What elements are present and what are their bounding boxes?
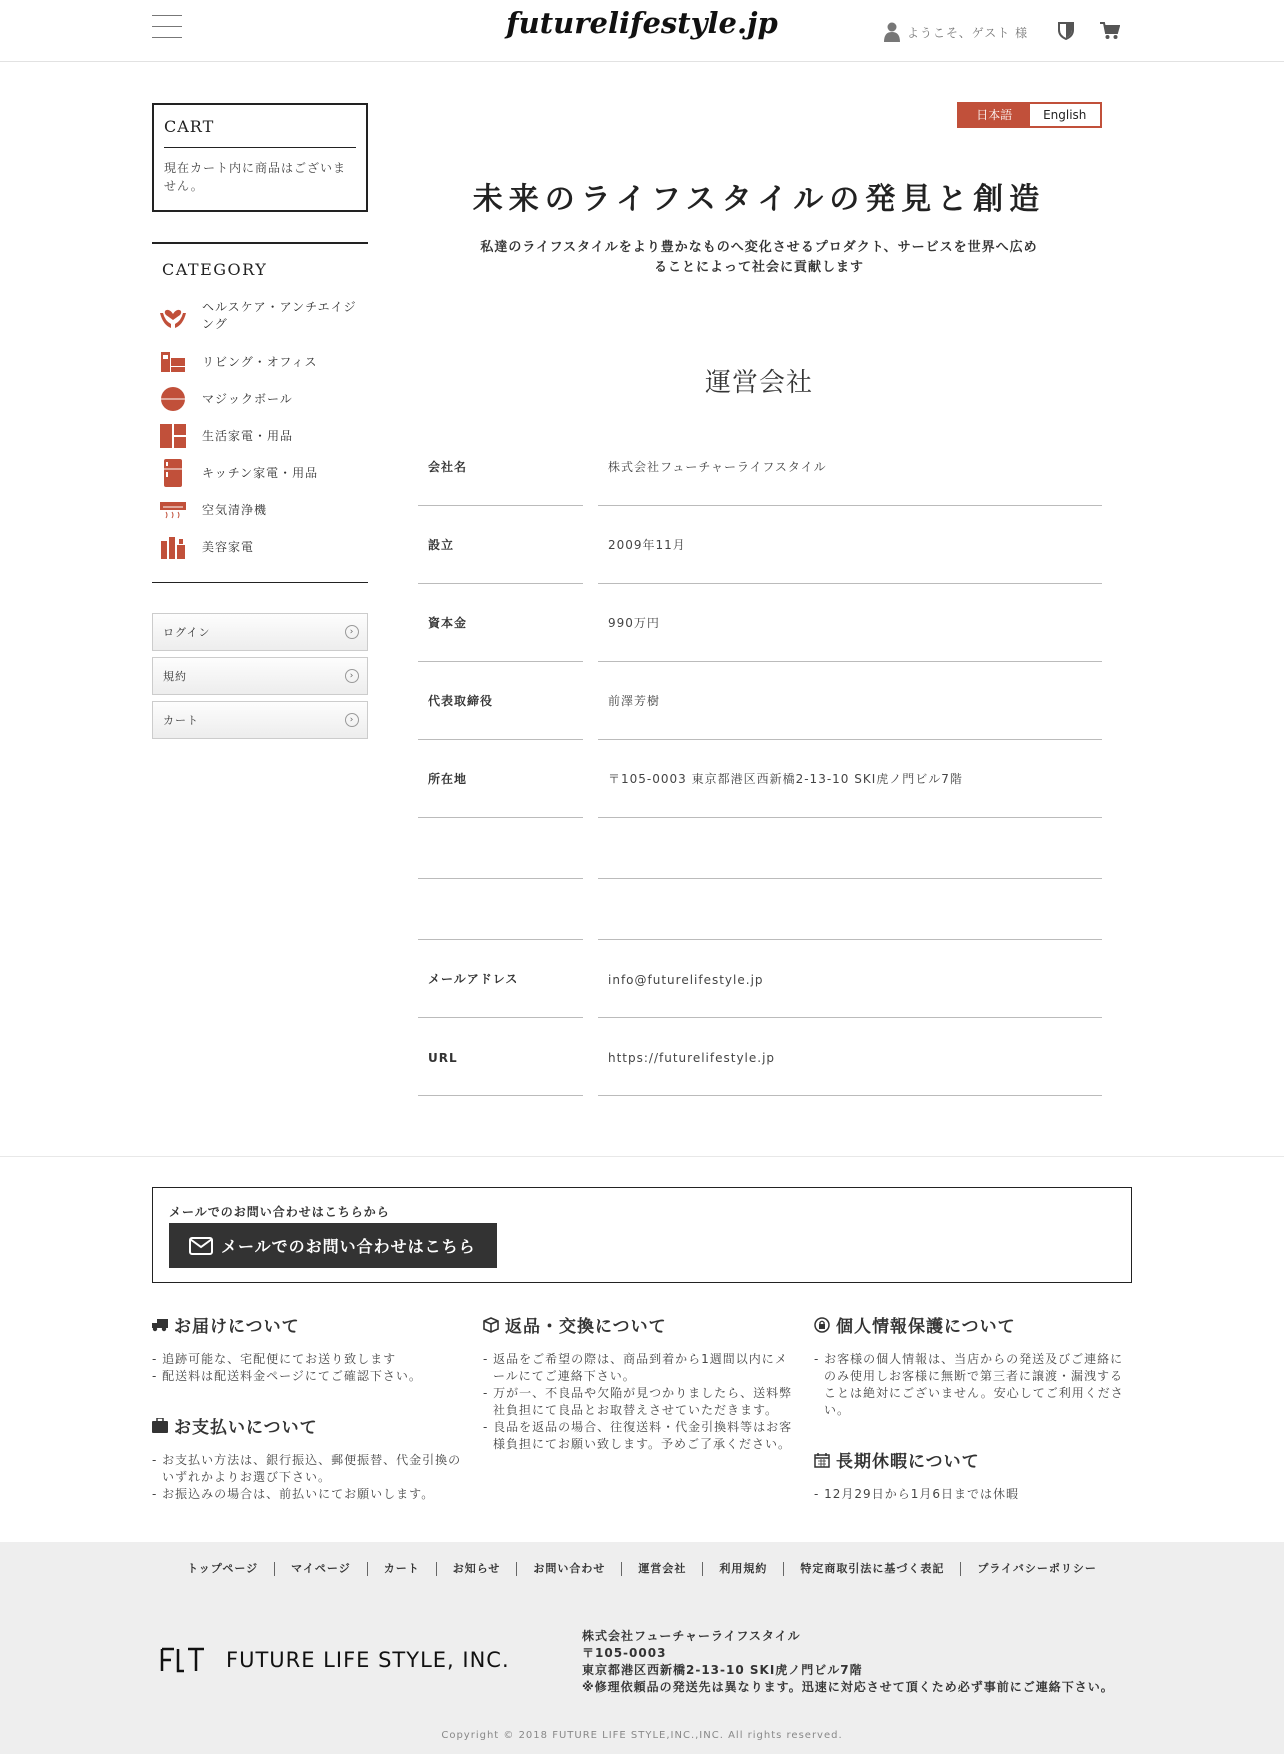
divider xyxy=(0,1156,1284,1157)
row-label: 資本金 xyxy=(428,616,468,630)
category-title: CATEGORY xyxy=(162,260,268,279)
button-label: ログイン xyxy=(163,626,211,639)
ceo-row-label xyxy=(418,662,583,740)
contact-button-label: メールでのお問い合わせはこちら xyxy=(221,1237,476,1256)
category-label: マジックボール xyxy=(202,391,293,406)
copyright: Copyright © 2018 FUTURE LIFE STYLE,INC.,INC. All rights reserved. xyxy=(441,1730,843,1741)
site-logo[interactable]: futurelifestyle.jp xyxy=(506,6,778,40)
address-row-value xyxy=(598,740,1102,818)
url-row-label xyxy=(418,1018,583,1096)
payment-item: - お振込みの場合は、前払いにてお願いします。 xyxy=(152,1487,435,1501)
user-icon xyxy=(884,22,900,42)
row-label: メールアドレス xyxy=(428,972,519,986)
category-item-kitchen[interactable] xyxy=(158,458,367,488)
holiday-info xyxy=(814,1447,1130,1503)
privacy-info xyxy=(814,1312,1130,1419)
chevron-right-icon: › xyxy=(345,625,359,639)
returns-title: 返品・交換について xyxy=(505,1317,667,1337)
delivery-title: お届けについて xyxy=(174,1317,300,1337)
category-item-living[interactable] xyxy=(158,347,367,377)
cart-empty-message: 現在カート内に商品はございません。 xyxy=(164,161,347,193)
footer-link-cart[interactable]: カート xyxy=(368,1562,437,1576)
row-value: 株式会社フューチャーライフスタイル xyxy=(608,460,827,474)
magic-ball-icon xyxy=(158,384,188,414)
contact-label: メールでのお問い合わせはこちらから xyxy=(169,1205,390,1219)
health-care-icon xyxy=(158,301,188,331)
terms-button[interactable] xyxy=(152,657,368,695)
returns-item: - 返品をご希望の際は、商品到着から1週間以内にメールにてご連絡下さい。 xyxy=(483,1352,788,1383)
category-label: 美容家電 xyxy=(202,539,255,554)
empty-row-value xyxy=(598,818,1102,879)
calendar-icon xyxy=(814,1452,830,1468)
footer-link-mypage[interactable]: マイページ xyxy=(275,1562,368,1576)
truck-icon xyxy=(152,1318,168,1332)
footer-postal: 〒105-0003 xyxy=(582,1646,667,1660)
row-label: 会社名 xyxy=(428,460,468,474)
box-icon xyxy=(483,1317,499,1333)
kitchen-fridge-icon xyxy=(158,458,188,488)
user-welcome[interactable] xyxy=(884,20,1028,44)
category-label: リビング・オフィス xyxy=(202,354,318,369)
site-header xyxy=(0,0,1284,62)
ceo-row-value xyxy=(598,662,1102,740)
delivery-info xyxy=(152,1312,468,1385)
air-purifier-icon xyxy=(158,495,188,525)
category-item-appliance[interactable] xyxy=(158,421,367,451)
shield-icon[interactable] xyxy=(1058,22,1074,40)
row-value[interactable]: https://futurelifestyle.jp xyxy=(608,1051,776,1065)
category-item-healthcare[interactable] xyxy=(158,299,367,333)
footer-link-privacy[interactable]: プライバシーポリシー xyxy=(977,1562,1097,1575)
mail-icon xyxy=(189,1237,213,1255)
briefcase-icon xyxy=(152,1418,168,1433)
footer-company-name: 株式会社フューチャーライフスタイル xyxy=(582,1629,801,1643)
row-value: 前澤芳樹 xyxy=(608,694,661,708)
row-label: 代表取締役 xyxy=(428,694,494,708)
payment-title: お支払いについて xyxy=(174,1418,318,1438)
empty-row-label xyxy=(418,818,583,879)
privacy-item: - お客様の個人情報は、当店からの発送及びご連絡にのみ使用しお客様に無断で第三者に譲渡・漏洩することは絶対にございません。安心してご利用ください。 xyxy=(814,1352,1124,1417)
living-office-icon xyxy=(158,347,188,377)
beauty-icon xyxy=(158,532,188,562)
company-row-label xyxy=(418,428,583,506)
returns-item: - 万が一、不良品や欠陥が見つかりましたら、送料弊社負担にて良品とお取替えさせていただきます。 xyxy=(483,1386,793,1417)
footer-link-tokusho[interactable]: 特定商取引法に基づく表記 xyxy=(784,1562,961,1576)
footer-nav xyxy=(0,1562,1284,1576)
cart-icon[interactable] xyxy=(1100,22,1120,40)
footer-link-company[interactable]: 運営会社 xyxy=(622,1562,703,1576)
category-item-beauty[interactable] xyxy=(158,532,367,562)
returns-item: - 良品を返品の場合、往復送料・代金引換料等はお客様負担にてお願い致します。予めご了承ください。 xyxy=(483,1420,793,1451)
lang-english-button[interactable]: English xyxy=(1030,104,1101,126)
row-value: 2009年11月 xyxy=(608,538,686,552)
category-label: キッチン家電・用品 xyxy=(202,465,319,480)
footer-note: ※修理依頼品の発送先は異なります。迅速に対応させて頂くため必ず事前にご連絡下さい。 xyxy=(582,1680,1114,1694)
empty-row-value xyxy=(598,879,1102,940)
url-row-value xyxy=(598,1018,1102,1096)
chevron-right-icon: › xyxy=(345,669,359,683)
holiday-item: - 12月29日から1月6日までは休暇 xyxy=(814,1487,1019,1501)
login-button[interactable] xyxy=(152,613,368,651)
founded-row-label xyxy=(418,506,583,584)
button-label: カート xyxy=(163,714,199,727)
category-label: 空気清浄機 xyxy=(202,502,268,517)
empty-row-label xyxy=(418,879,583,940)
category-box xyxy=(152,242,368,583)
category-item-airpurifier[interactable] xyxy=(158,495,367,525)
row-value[interactable]: info@futurelifestyle.jp xyxy=(608,973,764,987)
lang-japanese-button[interactable]: 日本語 xyxy=(959,104,1030,126)
footer-link-terms[interactable]: 利用規約 xyxy=(703,1562,784,1576)
row-value: 〒105-0003 東京都港区西新橋2-13-10 SKI虎ノ門ビル7階 xyxy=(608,772,963,786)
payment-item: - お支払い方法は、銀行振込、郵便振替、代金引換のいずれかよりお選び下さい。 xyxy=(152,1453,462,1484)
row-label: URL xyxy=(428,1051,458,1065)
welcome-text: ようこそ、ゲスト 様 xyxy=(907,25,1029,40)
delivery-item: - 追跡可能な、宅配便にてお送り致します xyxy=(152,1352,397,1366)
email-row-value xyxy=(598,940,1102,1018)
cart-box xyxy=(152,103,368,212)
footer-logo xyxy=(160,1647,510,1673)
address-row-label xyxy=(418,740,583,818)
fls-logo-icon xyxy=(160,1647,206,1673)
page-subtitle: 私達のライフスタイルをより豊かなものへ変化させるプロダクト、サービスを世界へ広めることによって社会に貢献します xyxy=(480,240,1038,275)
category-label: 生活家電・用品 xyxy=(202,428,294,443)
section-title: 運営会社 xyxy=(704,368,813,398)
row-label: 設立 xyxy=(428,538,455,552)
company-row-value xyxy=(598,428,1102,506)
cart-title: CART xyxy=(164,117,356,148)
language-switcher xyxy=(957,102,1102,128)
page-title: 未来のライフスタイルの発見と創造 xyxy=(472,182,1046,217)
payment-info xyxy=(152,1413,468,1503)
appliance-icon xyxy=(158,421,188,451)
footer-link-contact[interactable]: お問い合わせ xyxy=(517,1562,622,1576)
category-label: ヘルスケア・アンチエイジング xyxy=(202,300,357,331)
capital-row-value xyxy=(598,584,1102,662)
capital-row-label xyxy=(418,584,583,662)
footer-address xyxy=(582,1628,1114,1696)
cart-button[interactable] xyxy=(152,701,368,739)
footer-street: 東京都港区西新橋2-13-10 SKI虎ノ門ビル7階 xyxy=(582,1663,863,1677)
delivery-item: - 配送料は配送料金ページにてご確認下さい。 xyxy=(152,1369,422,1383)
footer-link-news[interactable]: お知らせ xyxy=(437,1562,518,1576)
privacy-title: 個人情報保護について xyxy=(836,1317,1016,1337)
lock-icon xyxy=(814,1317,830,1333)
site-footer xyxy=(0,1542,1284,1754)
returns-info xyxy=(483,1312,799,1453)
mail-contact-button[interactable] xyxy=(169,1223,497,1268)
footer-link-top[interactable]: トップページ xyxy=(171,1562,275,1576)
chevron-right-icon: › xyxy=(345,713,359,727)
category-item-magicball[interactable] xyxy=(158,384,367,414)
row-label: 所在地 xyxy=(428,772,468,786)
holiday-title: 長期休暇について xyxy=(836,1452,980,1472)
contact-box xyxy=(152,1187,1132,1283)
button-label: 規約 xyxy=(163,670,187,683)
footer-logo-text: FUTURE LIFE STYLE, INC. xyxy=(226,1648,510,1672)
founded-row-value xyxy=(598,506,1102,584)
row-value: 990万円 xyxy=(608,616,660,630)
email-row-label xyxy=(418,940,583,1018)
